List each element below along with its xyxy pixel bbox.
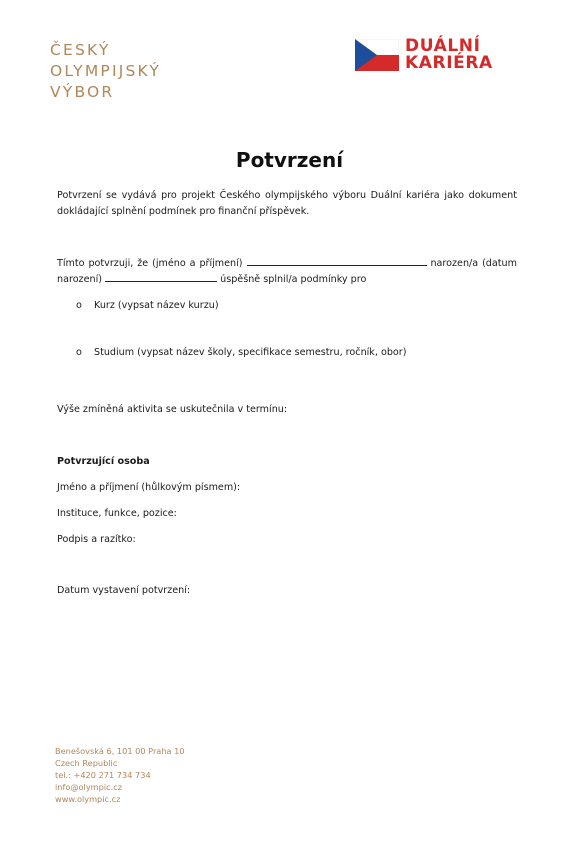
- dk-logo-line-2: KARIÉRA: [405, 53, 493, 73]
- dualni-kariera-logo: [355, 38, 515, 74]
- coc-logo-line-1: ČESKÝ: [50, 41, 111, 59]
- confirm-text-3: úspěšně splnil/a podmínky pro: [220, 274, 367, 285]
- signature-stamp-label: Podpis a razítko:: [57, 534, 136, 545]
- footer-address: Benešovská 6, 101 00 Praha 10: [55, 746, 185, 756]
- footer-contact: [55, 745, 185, 805]
- dk-logo-text: [405, 38, 493, 72]
- option-study: [76, 345, 406, 361]
- footer-email[interactable]: info@olympic.cz: [55, 782, 123, 792]
- coc-logo-line-3: VÝBOR: [50, 83, 115, 101]
- issue-date-label: Datum vystavení potvrzení:: [57, 585, 191, 596]
- confirm-text-2: narozen/a (datum narození): [57, 258, 517, 285]
- bullet-circle-icon: o: [76, 347, 82, 358]
- activity-term-label: Výše zmíněná aktivita se uskutečnila v termínu:: [57, 404, 288, 415]
- confirm-text-1: Tímto potvrzuji, že (jméno a příjmení): [57, 258, 243, 269]
- footer-phone: tel.: +420 271 734 734: [55, 770, 151, 780]
- birthdate-blank-field[interactable]: [105, 272, 217, 282]
- name-print-label: Jméno a příjmení (hůlkovým písmem):: [57, 482, 241, 493]
- coc-logo: [50, 40, 161, 103]
- option-course: [76, 298, 219, 314]
- footer-country: Czech Republic: [55, 758, 118, 768]
- confirmation-paragraph: [57, 256, 517, 288]
- coc-logo-line-2: OLYMPIJSKÝ: [50, 62, 162, 80]
- institution-label: Instituce, funkce, pozice:: [57, 508, 177, 519]
- footer-web[interactable]: www.olympic.cz: [55, 794, 121, 804]
- name-blank-field[interactable]: [247, 256, 427, 266]
- confirming-person-heading: Potvrzující osoba: [57, 456, 150, 467]
- bullet-circle-icon: o: [76, 300, 82, 311]
- option-study-label: Studium (vypsat název školy, specifikace semestru, ročník, obor): [94, 347, 407, 358]
- option-course-label: Kurz (vypsat název kurzu): [94, 300, 219, 311]
- document-title: Potvrzení: [235, 148, 344, 172]
- dk-logo-line-1: DUÁLNÍ: [405, 36, 481, 56]
- czech-flag-icon: [355, 39, 399, 71]
- intro-paragraph: Potvrzení se vydává pro projekt Českého olympijského výboru Duální kariéra jako dokument dokládající splnění podmínek pro finanční příspěvek.: [57, 190, 517, 217]
